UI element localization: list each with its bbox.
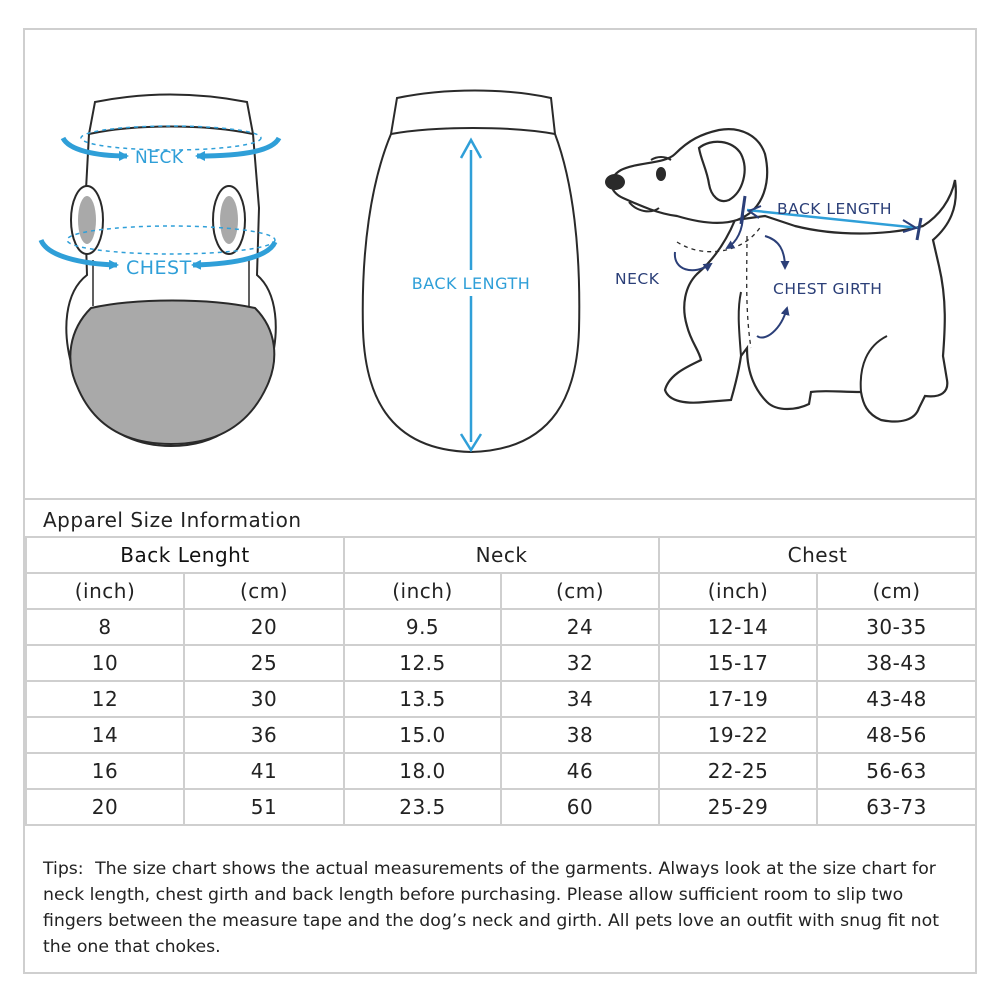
table-cell: 20 — [184, 609, 344, 645]
unit-cell: (cm) — [184, 573, 344, 609]
dog-neck-arrow — [675, 252, 711, 270]
neck-header: Neck — [344, 537, 659, 573]
dog-neck-label: NECK — [615, 270, 660, 288]
table-cell: 14 — [26, 717, 184, 753]
table-cell: 15-17 — [659, 645, 817, 681]
table-row — [26, 789, 976, 825]
table-cell: 16 — [26, 753, 184, 789]
table-cell: 12.5 — [344, 645, 501, 681]
table-cell: 38 — [501, 717, 659, 753]
unit-header-row — [26, 573, 976, 609]
table-cell: 51 — [184, 789, 344, 825]
vest-belly-panel — [70, 301, 274, 445]
measurement-diagram — [25, 30, 975, 498]
back-length-header: Back Lenght — [26, 537, 344, 573]
table-row — [26, 609, 976, 645]
measurement-illustration — [25, 30, 975, 498]
dog-nose — [605, 174, 625, 190]
table-cell: 30-35 — [817, 609, 976, 645]
table-cell: 24 — [501, 609, 659, 645]
table-cell: 17-19 — [659, 681, 817, 717]
chest-header: Chest — [659, 537, 976, 573]
unit-cell: (inch) — [659, 573, 817, 609]
table-cell: 10 — [26, 645, 184, 681]
table-cell: 32 — [501, 645, 659, 681]
table-cell: 48-56 — [817, 717, 976, 753]
table-cell: 41 — [184, 753, 344, 789]
unit-cell: (cm) — [817, 573, 976, 609]
table-cell: 20 — [26, 789, 184, 825]
table-cell: 63-73 — [817, 789, 976, 825]
table-cell: 9.5 — [344, 609, 501, 645]
table-cell: 56-63 — [817, 753, 976, 789]
neck-label: NECK — [135, 148, 184, 168]
table-cell: 13.5 — [344, 681, 501, 717]
table-cell: 34 — [501, 681, 659, 717]
table-cell: 46 — [501, 753, 659, 789]
dog-back-length-label: BACK LENGTH — [777, 200, 892, 218]
table-row — [26, 717, 976, 753]
table-cell: 12 — [26, 681, 184, 717]
tips-label: Tips: — [43, 859, 84, 879]
tips-text: The size chart shows the actual measurements of the garments. Always look at the size chart for neck length, chest girth and back length before purchasing. Please allow sufficient room to slip two fingers between the measure tape and the dog’s neck and girth. All pets love an outfit with snug fit not the one that chokes. — [43, 859, 939, 957]
group-header-row — [26, 537, 976, 573]
table-cell: 18.0 — [344, 753, 501, 789]
table-cell: 8 — [26, 609, 184, 645]
table-cell: 38-43 — [817, 645, 976, 681]
table-cell: 36 — [184, 717, 344, 753]
table-cell: 25 — [184, 645, 344, 681]
table-cell: 43-48 — [817, 681, 976, 717]
vest-back-view — [363, 91, 580, 453]
table-cell: 19-22 — [659, 717, 817, 753]
unit-cell: (inch) — [344, 573, 501, 609]
dog-eye — [656, 167, 666, 181]
right-leg-hole-inner — [220, 196, 238, 244]
table-cell: 25-29 — [659, 789, 817, 825]
table-cell: 23.5 — [344, 789, 501, 825]
table-cell: 12-14 — [659, 609, 817, 645]
tips-paragraph — [25, 838, 975, 972]
vest-back-length-label: BACK LENGTH — [411, 274, 531, 293]
table-title: Apparel Size Information — [25, 498, 975, 536]
table-row — [26, 753, 976, 789]
dog-illustration — [605, 129, 956, 421]
table-cell: 60 — [501, 789, 659, 825]
chest-label: CHEST — [126, 257, 192, 279]
table-row — [26, 645, 976, 681]
left-leg-hole-inner — [78, 196, 96, 244]
dog-chest-girth-label: CHEST GIRTH — [773, 280, 883, 298]
unit-cell: (inch) — [26, 573, 184, 609]
table-row — [26, 681, 976, 717]
size-table — [25, 536, 977, 826]
table-cell: 22-25 — [659, 753, 817, 789]
unit-cell: (cm) — [501, 573, 659, 609]
table-cell: 30 — [184, 681, 344, 717]
table-cell: 15.0 — [344, 717, 501, 753]
vest-top-view — [41, 95, 279, 447]
